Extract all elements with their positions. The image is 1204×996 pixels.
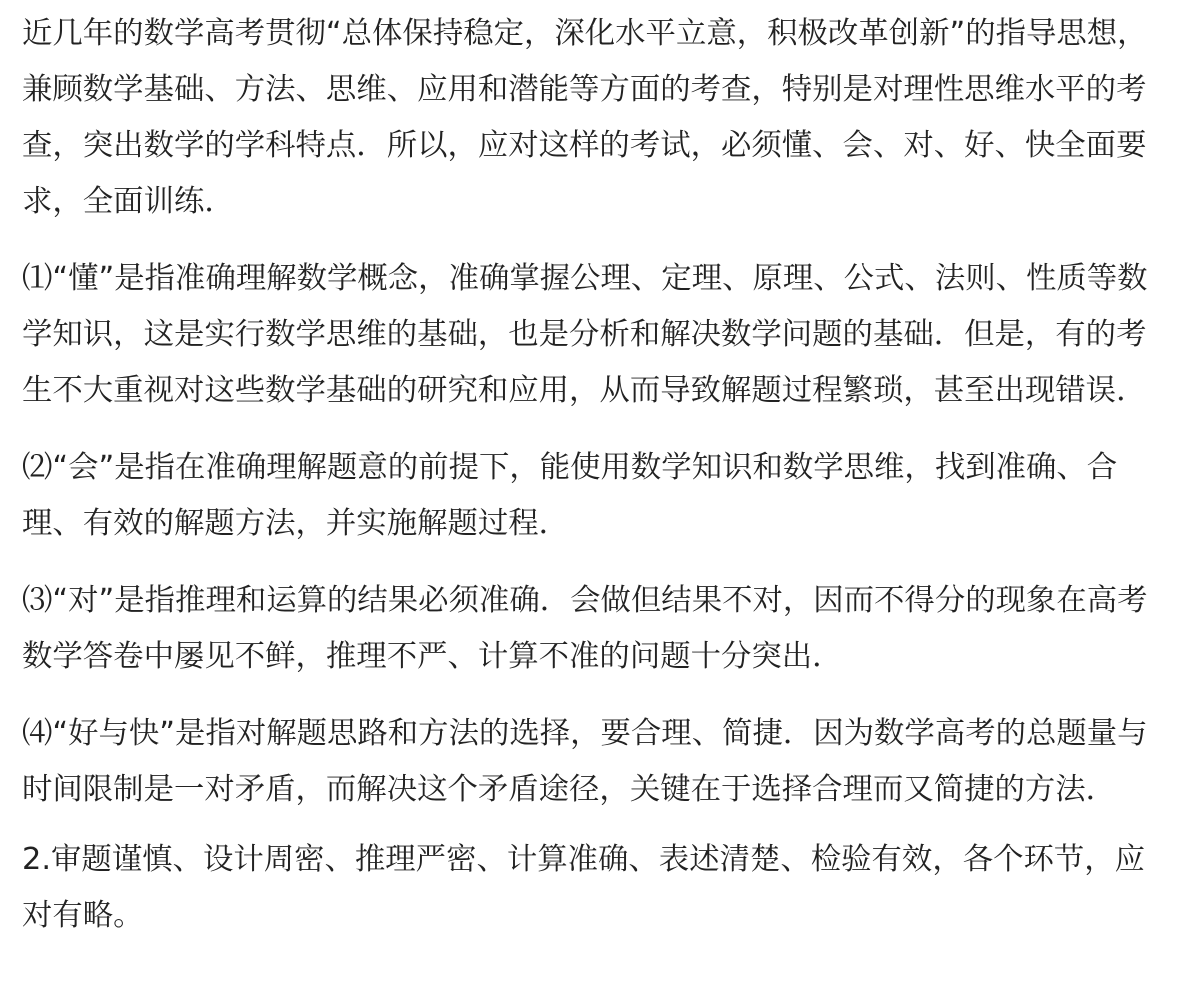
paragraph-item-1-understand: ⑴“懂”是指准确理解数学概念，准确掌握公理、定理、原理、公式、法则、性质等数学知识，这是实行数学思维的基础，也是分析和解决数学问题的基础．但是，有的考生不大重视对这些数学基础的研究和应用，从而导致解题过程繁琐，甚至出现错误． [22,261,1148,408]
paragraph-item-2-able: ⑵“会”是指在准确理解题意的前提下，能使用数学知识和数学思维，找到准确、合理、有效的解题方法，并实施解题过程． [22,450,1118,541]
paragraph-item-4-good-fast: ⑷“好与快”是指对解题思路和方法的选择，要合理、简捷．因为数学高考的总题量与时间限制是一对矛盾，而解决这个矛盾途径，关键在于选择合理而又简捷的方法． [22,716,1148,807]
paragraph-intro: 近几年的数学高考贯彻“总体保持稳定，深化水平立意，积极改革创新”的指导思想，兼顾数学基础、方法、思维、应用和潜能等方面的考查，特别是对理性思维水平的考查，突出数学的学科特点．所以，应对这样的考试，必须懂、会、对、好、快全面要求，全面训练． [22,16,1148,219]
paragraph-point-2: 2.审题谨慎、设计周密、推理严密、计算准确、表述清楚、检验有效，各个环节，应对有略。 [22,842,1146,933]
paragraph-item-3-correct: ⑶“对”是指推理和运算的结果必须准确．会做但结果不对，因而不得分的现象在高考数学答卷中屡见不鲜，推理不严、计算不准的问题十分突出． [22,583,1148,674]
